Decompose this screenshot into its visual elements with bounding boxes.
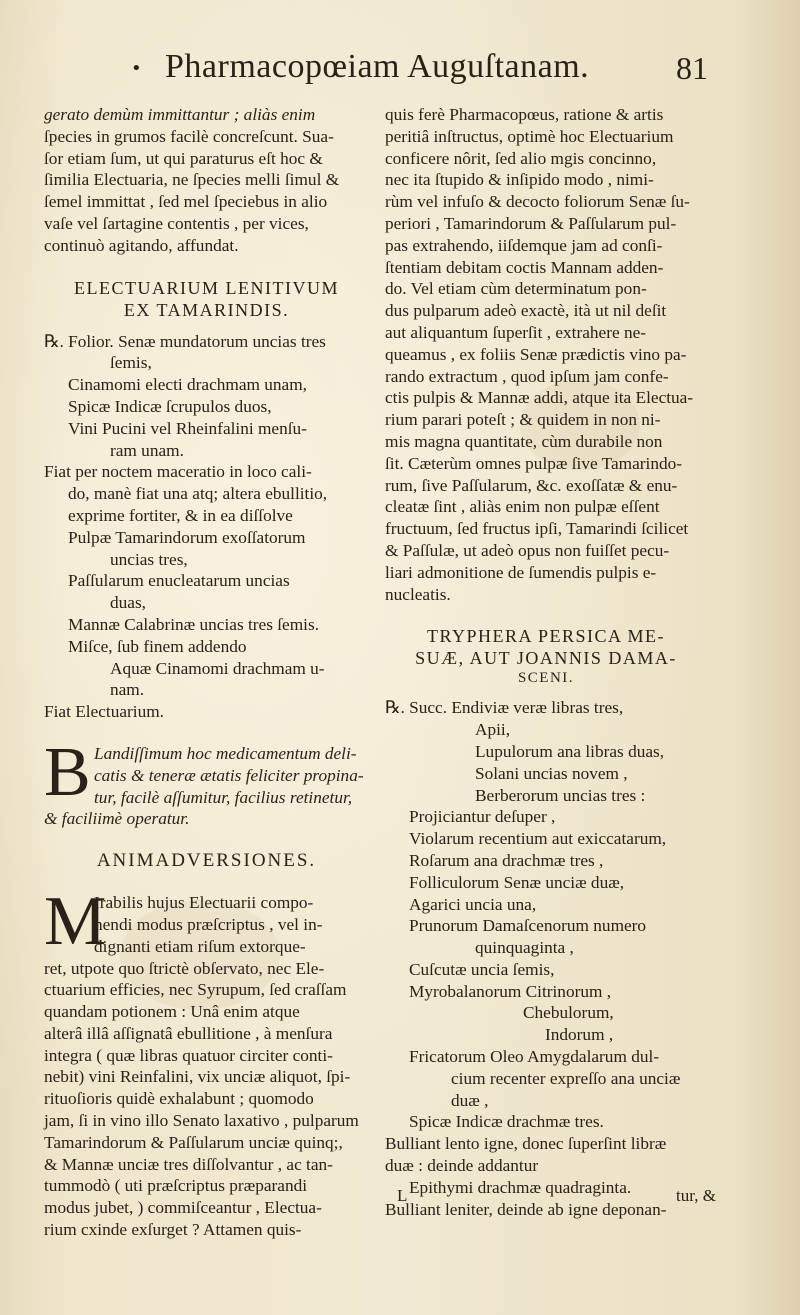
text-line: rium cxinde exſurget ? Attamen quis-: [44, 1220, 302, 1240]
recipe-line: ram unam.: [110, 440, 184, 460]
text-line: & faciliimè operatur.: [44, 809, 190, 829]
text-line: rùm vel infuſo & decocto foliorum Senæ ſu-: [385, 192, 690, 212]
text-line: dus pulparum adeò exactè, ità ut nil deſit: [385, 301, 667, 321]
recipe-line: Cinamomi electi drachmam unam,: [68, 375, 307, 395]
recipe-line: Bulliant leniter, deinde ab igne deponan-: [385, 1199, 667, 1219]
text-line: tur, facilè aſſumitur, facilius retinetur,: [94, 787, 353, 807]
recipe-line: nam.: [110, 680, 145, 700]
animadversiones-paragraph: [44, 883, 369, 1241]
recipe-line: do, manè fiat una atq; altera ebullitio,: [68, 484, 328, 504]
text-line: & Paſſulæ, ut adeò opus non fuiſſet pecu-: [385, 540, 670, 560]
text-line: nucleatis.: [385, 584, 451, 604]
recipe-line: Violarum recentium aut exiccatarum,: [409, 829, 667, 849]
section-subheading: EX TAMARINDIS.: [123, 299, 290, 320]
text-line: ſor etiam ſum, ut qui paraturus eſt hoc &: [44, 148, 323, 168]
recipe-line: ℞. Succ. Endiviæ veræ libras tres,: [385, 698, 624, 718]
text-line: continuò agitando, affundat.: [44, 235, 239, 255]
section-heading: ELECTUARIUM LENITIVUM: [74, 277, 339, 298]
text-line: Tamarindorum & Paſſularum unciæ quinq;,: [44, 1132, 343, 1152]
text-line: rando extractum , quod ipſum jam confe-: [385, 366, 669, 386]
text-line: Irabilis hujus Electuarii compo-: [94, 893, 314, 913]
text-line: pas extrahendo, iiſdemque jam ad conſi-: [385, 235, 663, 255]
text-line: periori , Tamarindorum & Paſſularum pul-: [385, 213, 677, 233]
recipe-line: Fricatorum Oleo Amygdalarum dul-: [409, 1047, 660, 1067]
text-line: ctis pulpis & Mannæ addi, atque ita Electua-: [385, 388, 694, 408]
recipe-line: Pulpæ Tamarindorum exoſſatorum: [68, 527, 306, 547]
blurb-paragraph: [44, 733, 369, 830]
text-line: ſimilia Electuaria, ne ſpecies melli ſimul &: [44, 170, 340, 190]
section-heading-line3: SCENI.: [517, 670, 575, 687]
recipe-line: Indorum ,: [545, 1025, 614, 1045]
recipe-line: cium recenter expreſſo ana unciæ: [451, 1068, 681, 1088]
recipe-line: Folliculorum Senæ unciæ duæ,: [409, 872, 625, 892]
right-column: [385, 104, 707, 1220]
recipe-line: Bulliant lento igne, donec ſuperſint libræ: [385, 1134, 667, 1154]
text-line: liari admonitione de ſumendis pulpis e-: [385, 562, 657, 582]
text-line: queamus , ex foliis Senæ prædictis vino pa-: [385, 344, 687, 364]
text-line: catis & teneræ ætatis feliciter propina-: [94, 765, 364, 785]
text-line: & Mannæ unciæ tres diſſolvantur , ac tan-: [44, 1154, 333, 1174]
text-line: jam, ſi in vino illo Senato laxativo , pulparum: [44, 1111, 359, 1131]
text-line: nendi modus præſcriptus , vel in-: [94, 914, 323, 934]
page-number: 81: [676, 50, 708, 86]
text-line: gerato demùm immittantur ; aliàs enim: [44, 105, 316, 124]
text-line: ſtentiam debitam coctis Mannam adden-: [385, 257, 664, 277]
recipe-line: duas,: [110, 593, 146, 613]
text-line: ſit. Cæterùm omnes pulpæ ſive Tamarindo-: [385, 453, 683, 473]
text-line: rum, ſive Paſſularum, &c. exoſſatæ & enu-: [385, 475, 678, 495]
ink-dot: •: [131, 58, 142, 79]
text-line: nec ita ſtupido & inſipido modo , nimi-: [385, 170, 654, 190]
recipe-line: Apii,: [475, 720, 511, 740]
section-heading-line2: SUÆ, AUT JOANNIS DAMA-: [415, 648, 677, 669]
signature-mark: L: [397, 1186, 408, 1205]
text-line: dignanti etiam riſum extorque-: [94, 936, 306, 956]
drop-capital: B: [44, 733, 91, 811]
text-line: mis magna quantitate, cùm durabile non: [385, 431, 663, 451]
recipe-line: Projiciantur deſuper ,: [409, 807, 556, 827]
text-line: quandam potionem : Unâ enim atque: [44, 1002, 300, 1022]
section-heading: ANIMADVERSIONES.: [96, 850, 317, 872]
text-line: modus jubet, ) commiſceantur , Electua-: [44, 1198, 322, 1218]
recipe-line: duæ : deinde addantur: [385, 1156, 539, 1176]
text-line: fructuum, ſed fructus ipſi, Tamarindi ſcilicet: [385, 519, 689, 539]
text-line: peritiâ inſtructus, optimè hoc Electuarium: [385, 126, 674, 146]
recipe-line: Chebulorum,: [523, 1003, 614, 1023]
section-heading: TRYPHERA PERSICA ME-: [426, 626, 666, 647]
recipe-line: ℞. Folior. Senæ mundatorum uncias tres: [44, 331, 326, 351]
text-line: cleatæ ſint , aliàs enim non pulpæ eſſent: [385, 497, 660, 517]
text-line: conficere nôrit, ſed alio mgis concinno,: [385, 148, 657, 168]
text-line: vaſe vel ſartagine contentis , per vices,: [44, 213, 309, 233]
recipe-line: Berberorum uncias tres :: [475, 785, 646, 805]
recipe-line: Spicæ Indicæ ſcrupulos duos,: [68, 396, 272, 416]
running-title: Pharmacopœiam Auguſtanam.: [165, 48, 590, 85]
recipe-line: Vini Pucini vel Rheinfalini menſu-: [68, 418, 307, 438]
text-line: ſpecies in grumos facilè concreſcunt. Sua-: [44, 126, 334, 146]
left-column: [44, 104, 369, 1241]
recipe-line: Agarici uncia una,: [409, 894, 537, 914]
recipe-line: Spicæ Indicæ drachmæ tres.: [409, 1112, 604, 1132]
text-line: nebit) vini Reinfalini, vix unciæ aliquot, ſpi-: [44, 1067, 351, 1087]
recipe-line: quinquaginta ,: [475, 938, 574, 958]
recipe-line: Miſce, ſub finem addendo: [68, 636, 247, 656]
page-header: [0, 48, 800, 98]
recipe-line: Fiat Electuarium.: [44, 702, 164, 722]
recipe-line: Mannæ Calabrinæ uncias tres ſemis.: [68, 614, 320, 634]
text-line: integra ( quæ libras quatuor circiter conti-: [44, 1045, 333, 1065]
recipe-line: Cuſcutæ uncia ſemis,: [409, 959, 555, 979]
drop-capital: M: [44, 883, 107, 961]
recipe-line: Aquæ Cinamomi drachmam u-: [110, 658, 325, 678]
text-line: do. Vel etiam cùm determinatum pon-: [385, 279, 647, 299]
text-line: rium parari poteſt ; & quidem in non ni-: [385, 410, 661, 430]
recipe-line: Lupulorum ana libras duas,: [475, 741, 665, 761]
recipe-line: Myrobalanorum Citrinorum ,: [409, 981, 612, 1001]
text-line: rituoſioris quidè exhalabunt ; quomodo: [44, 1089, 314, 1109]
text-line: quis ferè Pharmacopœus, ratione & artis: [385, 105, 664, 124]
text-line: tummodò ( uti præſcriptus præparandi: [44, 1176, 308, 1196]
recipe-line: Epithymi drachmæ quadraginta.: [409, 1177, 632, 1197]
text-line: ctuarium efficies, nec Syrupum, ſed craſſam: [44, 980, 347, 1000]
recipe-line: Roſarum ana drachmæ tres ,: [409, 850, 604, 870]
catchword: tur, &: [676, 1186, 716, 1205]
text-line: alterâ illâ aſſignatâ ebullitione , à menſura: [44, 1023, 333, 1043]
recipe-line: Paſſularum enucleatarum uncias: [68, 571, 290, 591]
recipe-line: uncias tres,: [110, 549, 188, 569]
recipe-line: Solani uncias novem ,: [475, 763, 628, 783]
text-line: ſemel immittat , ſed mel ſpeciebus in alio: [44, 192, 328, 212]
text-line: ret, utpote quo ſtrictè obſervato, nec Ele-: [44, 958, 325, 978]
recipe-line: duæ ,: [451, 1090, 489, 1110]
recipe-line: Fiat per noctem maceratio in loco cali-: [44, 462, 312, 482]
text-line: Landiſſimum hoc medicamentum deli-: [94, 743, 357, 763]
recipe-line: ſemis,: [110, 353, 152, 373]
recipe-line: exprime fortiter, & in ea diſſolve: [68, 505, 293, 525]
recipe-line: Prunorum Damaſcenorum numero: [409, 916, 647, 936]
text-line: aut aliquantum ſuperſit , extrahere ne-: [385, 322, 647, 342]
